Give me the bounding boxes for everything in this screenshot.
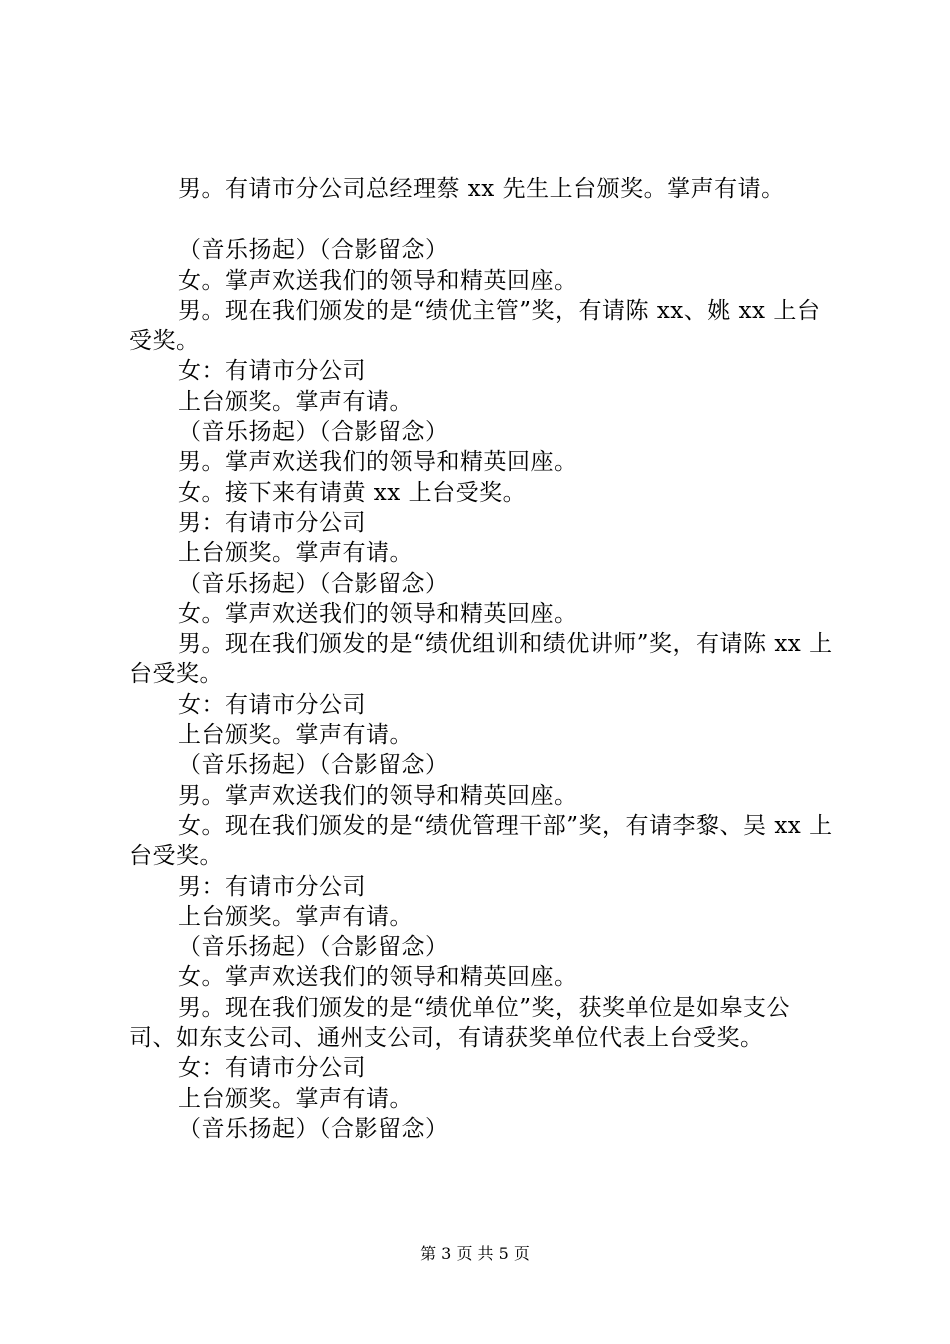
paragraph: 女：有请市分公司 — [178, 1055, 366, 1082]
paragraph: （音乐扬起）（合影留念） — [178, 752, 449, 779]
paragraph: 男：有请市分公司 — [178, 509, 366, 536]
paragraph: 上台颁奖。掌声有请。 — [178, 722, 413, 749]
paragraph: 男。现在我们颁发的是“绩优单位”奖，获奖单位是如皋支公司、如东支公司、通州支公司，有请获奖单位代表上台受奖。 — [129, 994, 791, 1052]
paragraph: 女。掌声欢送我们的领导和精英回座。 — [178, 267, 578, 294]
paragraph: 女。掌声欢送我们的领导和精英回座。 — [178, 600, 578, 627]
document-body — [129, 174, 833, 1144]
paragraph: 女：有请市分公司 — [178, 691, 366, 718]
paragraph: （音乐扬起）（合影留念） — [178, 934, 449, 961]
paragraph: （音乐扬起）（合影留念） — [178, 1115, 449, 1142]
paragraph: 女：有请市分公司 — [178, 358, 366, 385]
paragraph: （音乐扬起）（合影留念） — [178, 237, 449, 264]
paragraph: 男。掌声欢送我们的领导和精英回座。 — [178, 782, 578, 809]
paragraph: 男。现在我们颁发的是“绩优组训和绩优讲师”奖，有请陈 xx 上台受奖。 — [129, 631, 833, 688]
page-footer — [0, 1243, 950, 1265]
paragraph: 女。现在我们颁发的是“绩优管理干部”奖，有请李黎、吴 xx 上台受奖。 — [129, 812, 833, 870]
page-number-label: 第 3 页 共 5 页 — [420, 1244, 530, 1263]
paragraph: （音乐扬起）（合影留念） — [178, 419, 449, 446]
paragraph: 男。现在我们颁发的是“绩优主管”奖，有请陈 xx、姚 xx 上台受奖。 — [129, 297, 821, 355]
paragraph: 男：有请市分公司 — [178, 873, 366, 900]
paragraph: 上台颁奖。掌声有请。 — [178, 1085, 413, 1112]
paragraph: （音乐扬起）（合影留念） — [178, 570, 449, 597]
paragraph: 女。接下来有请黄 xx 上台受奖。 — [178, 479, 527, 506]
paragraph: 上台颁奖。掌声有请。 — [178, 903, 413, 930]
paragraph: 女。掌声欢送我们的领导和精英回座。 — [178, 964, 578, 991]
paragraph: 男。有请市分公司总经理蔡 xx 先生上台颁奖。掌声有请。 — [178, 176, 785, 202]
paragraph: 上台颁奖。掌声有请。 — [178, 540, 413, 567]
paragraph: 男。掌声欢送我们的领导和精英回座。 — [178, 449, 578, 476]
paragraph: 上台颁奖。掌声有请。 — [178, 388, 413, 415]
